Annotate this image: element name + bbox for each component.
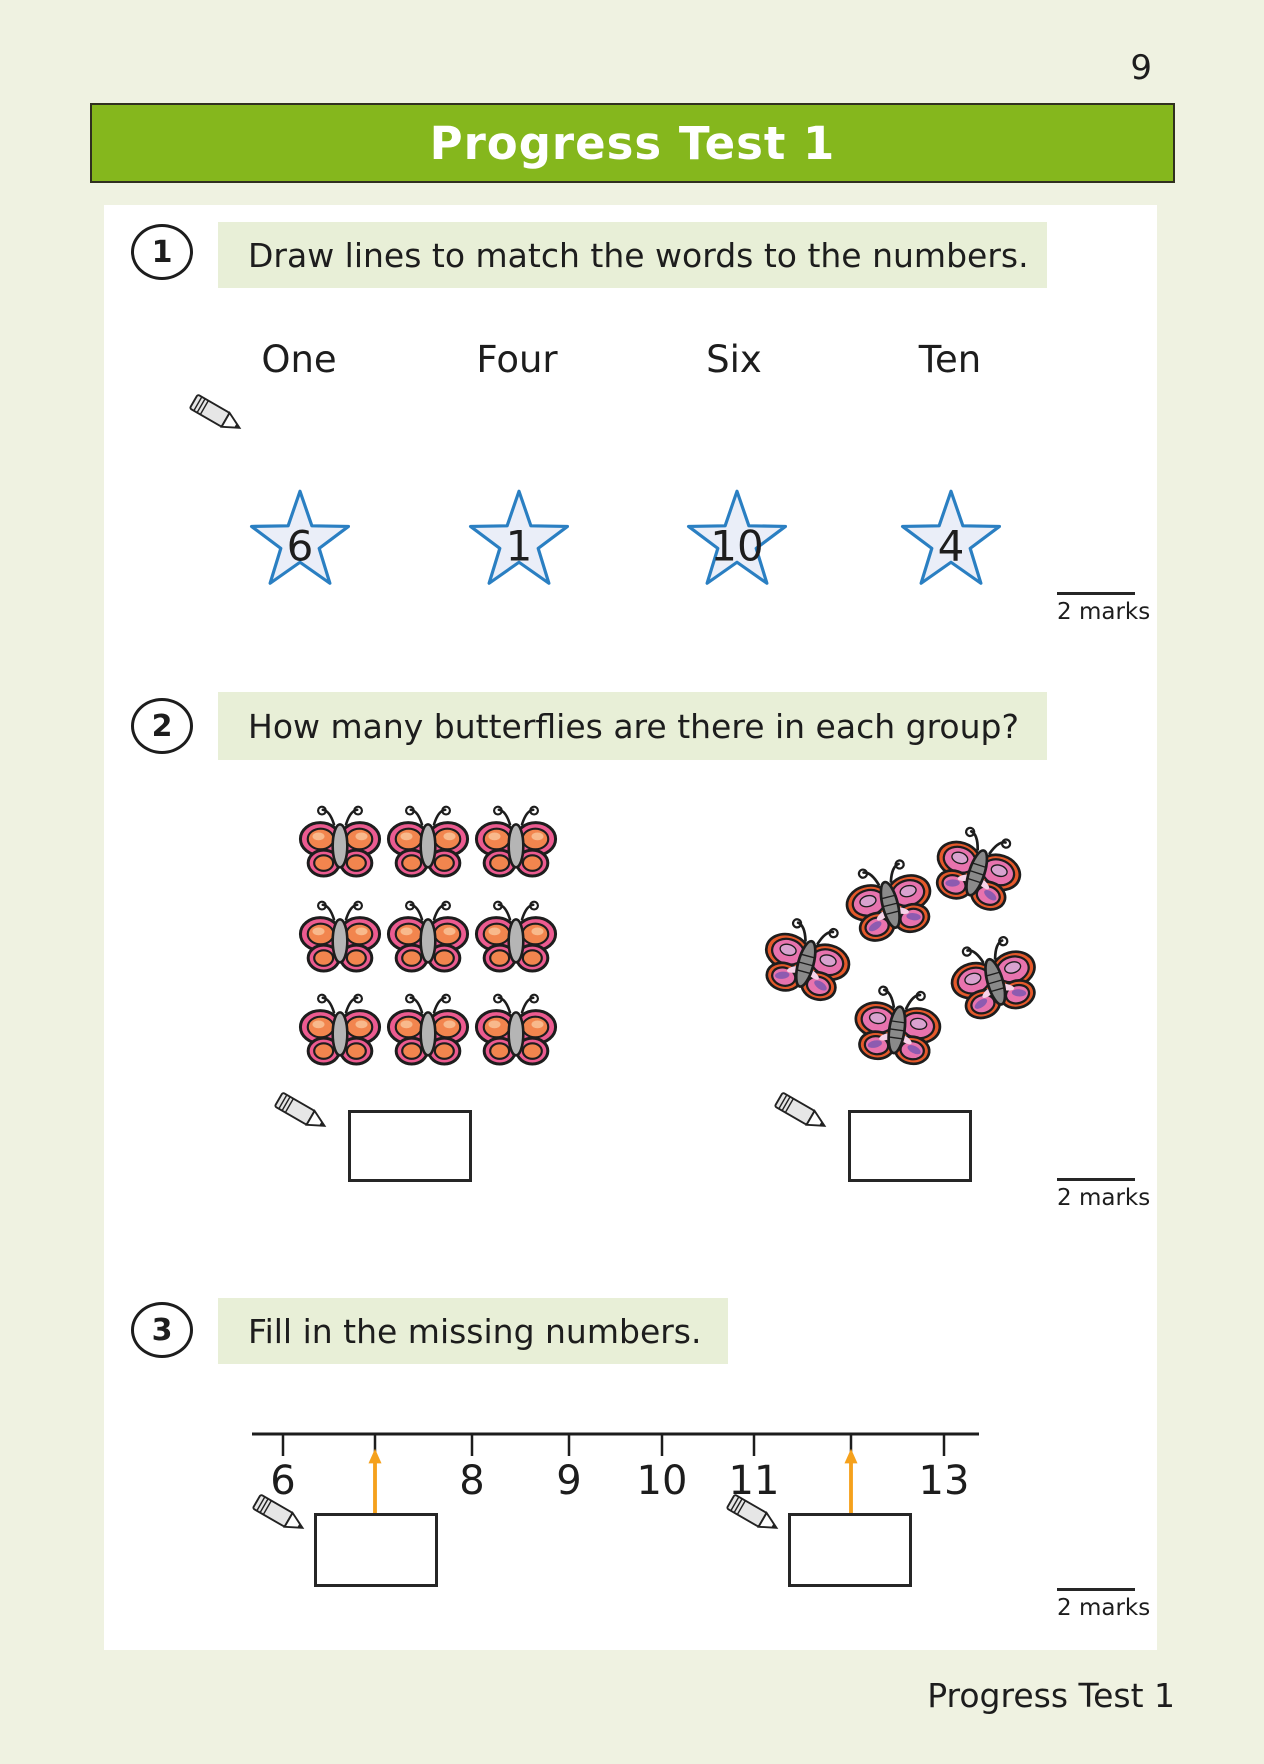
number-line bbox=[240, 1420, 1020, 1464]
q1-star bbox=[464, 487, 574, 593]
q1-word-four: Four bbox=[476, 338, 558, 381]
butterfly-orange-icon bbox=[297, 897, 383, 983]
q2-answer-box-left[interactable] bbox=[348, 1110, 472, 1182]
q3-marks-line bbox=[1057, 1588, 1135, 1591]
q3-prompt-text: Fill in the missing numbers. bbox=[248, 1311, 702, 1351]
q3-marks-label: 2 marks bbox=[1057, 1595, 1151, 1621]
butterfly-pink-icon bbox=[846, 978, 948, 1080]
q1-number: 1 bbox=[151, 234, 173, 270]
number-line-label: 8 bbox=[459, 1458, 485, 1504]
q3-answer-box-right[interactable] bbox=[788, 1513, 912, 1587]
q2-prompt bbox=[218, 692, 1047, 760]
butterfly-orange-icon bbox=[473, 990, 559, 1076]
footer-title: Progress Test 1 bbox=[927, 1676, 1175, 1715]
q1-star bbox=[245, 487, 355, 593]
q1-word-six: Six bbox=[706, 338, 762, 381]
number-line-label: 11 bbox=[728, 1458, 780, 1504]
page-title: Progress Test 1 bbox=[429, 116, 836, 170]
q1-star bbox=[896, 487, 1006, 593]
star-number: 4 bbox=[937, 521, 965, 571]
q1-prompt bbox=[218, 222, 1047, 288]
q1-marks-label: 2 marks bbox=[1057, 599, 1151, 625]
pencil-icon bbox=[248, 1492, 314, 1540]
butterfly-orange-icon bbox=[297, 802, 383, 888]
star-number: 6 bbox=[286, 521, 314, 571]
q2-marks bbox=[1057, 1178, 1151, 1211]
q2-marks-line bbox=[1057, 1178, 1135, 1181]
butterfly-orange-icon bbox=[473, 897, 559, 983]
page-number: 9 bbox=[1130, 48, 1152, 88]
pencil-icon bbox=[722, 1492, 788, 1540]
butterfly-orange-icon bbox=[385, 897, 471, 983]
q1-number-badge bbox=[131, 224, 193, 280]
q3-marks bbox=[1057, 1588, 1151, 1621]
q1-marks-line bbox=[1057, 592, 1135, 595]
pencil-icon bbox=[185, 392, 251, 440]
header-banner bbox=[90, 103, 1175, 183]
q1-star bbox=[682, 487, 792, 593]
pencil-icon bbox=[770, 1090, 836, 1138]
butterfly-orange-icon bbox=[385, 802, 471, 888]
q2-prompt-text: How many butterflies are there in each group? bbox=[248, 706, 1019, 746]
butterfly-orange-icon bbox=[385, 990, 471, 1076]
q2-number: 2 bbox=[151, 708, 173, 744]
q1-prompt-text: Draw lines to match the words to the numbers. bbox=[248, 235, 1029, 275]
up-arrow-icon bbox=[839, 1448, 863, 1514]
star-number: 10 bbox=[710, 521, 764, 571]
q1-marks bbox=[1057, 592, 1151, 625]
number-line-label: 6 bbox=[270, 1458, 296, 1504]
q2-marks-label: 2 marks bbox=[1057, 1185, 1151, 1211]
q3-number-badge bbox=[131, 1302, 193, 1358]
butterfly-orange-icon bbox=[297, 990, 383, 1076]
q2-answer-box-right[interactable] bbox=[848, 1110, 972, 1182]
q2-number-badge bbox=[131, 698, 193, 754]
q3-prompt bbox=[218, 1298, 728, 1364]
star-number: 1 bbox=[505, 521, 533, 571]
q3-number: 3 bbox=[151, 1312, 173, 1348]
butterfly-orange-icon bbox=[473, 802, 559, 888]
up-arrow-icon bbox=[363, 1448, 387, 1514]
q1-word-ten: Ten bbox=[918, 338, 982, 381]
q1-word-one: One bbox=[261, 338, 337, 381]
number-line-label: 10 bbox=[636, 1458, 688, 1504]
number-line-label: 13 bbox=[918, 1458, 970, 1504]
q3-answer-box-left[interactable] bbox=[314, 1513, 438, 1587]
number-line-label: 9 bbox=[556, 1458, 582, 1504]
pencil-icon bbox=[270, 1090, 336, 1138]
